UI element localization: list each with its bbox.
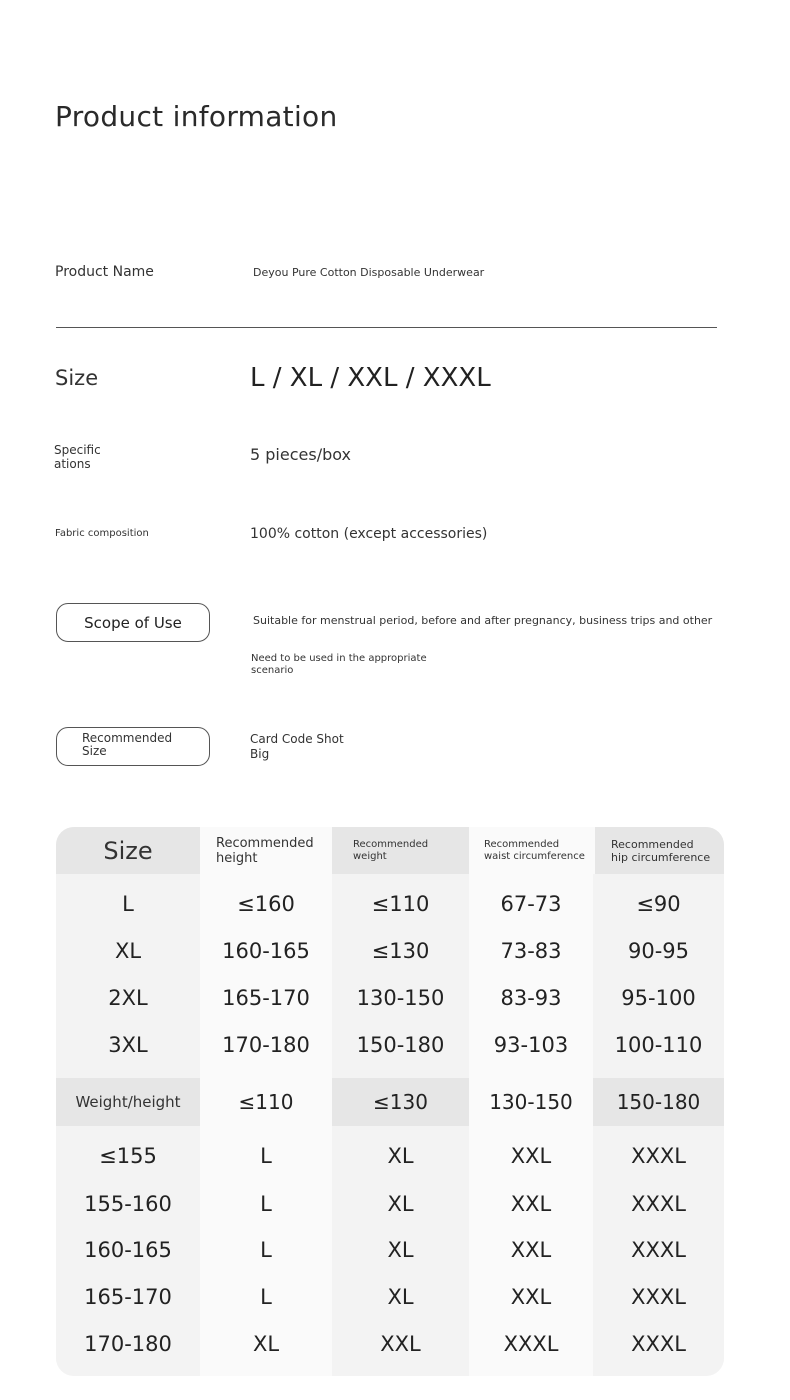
specifications-label (54, 443, 101, 471)
header-line: Recommended (484, 838, 560, 850)
size-row-cell: ≤130 (371, 939, 430, 963)
weight-header-cell: 130-150 (469, 1078, 593, 1126)
fabric-label: Fabric composition (55, 528, 149, 539)
specifications-value: 5 pieces/box (250, 445, 351, 464)
size-row-label: L (122, 892, 134, 916)
header-line: waist circumference (484, 850, 585, 862)
product-name-label: Product Name (55, 264, 154, 280)
header-line: Recommended (216, 835, 314, 851)
header-size: Size (56, 827, 200, 874)
weight-height-row-cell: L (260, 1144, 272, 1168)
size-row-cell: ≤110 (371, 892, 430, 916)
page-title: Product information (55, 100, 338, 133)
size-row-cell: 73-83 (500, 939, 562, 963)
recommended-label-line1: Recommended (82, 731, 173, 745)
size-value: L / XL / XXL / XXXL (250, 363, 491, 393)
section-divider (56, 327, 717, 328)
weight-height-row-cell: L (260, 1285, 272, 1309)
size-row-cell: 93-103 (493, 1033, 569, 1057)
weight-height-row-label: ≤155 (99, 1144, 157, 1168)
size-row-cell: ≤160 (237, 892, 295, 916)
size-row-cell: 165-170 (222, 986, 310, 1010)
recommended-size-pill (56, 727, 210, 766)
weight-height-label: Weight/height (56, 1078, 200, 1126)
header-line: Recommended (353, 838, 429, 850)
scope-note-line2: scenario (251, 665, 294, 676)
size-row-cell: ≤90 (636, 892, 681, 916)
scope-value: Suitable for menstrual period, before and after pregnancy, business trips and other (253, 614, 713, 627)
fabric-value: 100% cotton (except accessories) (250, 526, 488, 542)
weight-height-header (56, 1078, 724, 1126)
header-line: weight (353, 850, 387, 862)
weight-height-row-cell: XXXL (631, 1144, 686, 1168)
scope-pill (56, 603, 210, 642)
weight-height-row-label: 155-160 (84, 1192, 172, 1216)
weight-height-row-cell: XXXL (631, 1192, 686, 1216)
weight-height-row-label: 170-180 (84, 1332, 172, 1356)
size-row-cell: 170-180 (222, 1033, 310, 1057)
recommended-label-line2: Size (82, 744, 107, 758)
size-label: Size (55, 366, 99, 390)
size-table-header (56, 827, 724, 874)
size-row-cell: 100-110 (614, 1033, 703, 1057)
size-row-cell: 130-150 (356, 986, 445, 1010)
specifications-label-line2: ations (54, 457, 91, 471)
specifications-label-line1: Specific (54, 443, 101, 457)
header-line: height (216, 850, 258, 866)
recommended-value-line2: Big (250, 747, 270, 761)
size-row-cell: 95-100 (621, 986, 696, 1010)
weight-header-cell: 150-180 (593, 1078, 724, 1126)
weight-height-row-cell: XXL (380, 1332, 421, 1356)
header-waist (469, 827, 595, 874)
size-chart-table (56, 827, 724, 1376)
weight-height-row-cell: XXL (510, 1285, 552, 1309)
recommended-value (250, 732, 344, 762)
weight-height-row-cell: XXL (510, 1192, 552, 1216)
size-row-cell: 67-73 (500, 892, 562, 916)
size-row-cell: 90-95 (627, 939, 690, 963)
weight-header-cell: ≤110 (200, 1078, 332, 1126)
recommended-value-line1: Card Code Shot (250, 732, 344, 746)
header-hip (595, 827, 724, 874)
scope-note (251, 653, 427, 677)
product-name-value: Deyou Pure Cotton Disposable Underwear (253, 266, 485, 279)
header-line: hip circumference (611, 850, 711, 864)
weight-height-row-cell: XXXL (631, 1285, 686, 1309)
scope-note-line1: Need to be used in the appropriate (251, 653, 427, 664)
size-row-label: 3XL (108, 1033, 148, 1057)
size-row-cell: 160-165 (222, 939, 310, 963)
scope-label: Scope of Use (84, 613, 182, 632)
header-height (200, 827, 332, 874)
size-row-label: 2XL (108, 986, 148, 1010)
weight-height-row-cell: XL (252, 1332, 280, 1356)
weight-height-row-cell: XXXL (631, 1238, 686, 1262)
size-row-cell: 83-93 (500, 986, 562, 1010)
weight-height-row-label: 165-170 (84, 1285, 172, 1309)
size-row-cell: 150-180 (356, 1033, 445, 1057)
weight-height-row-cell: XXL (510, 1238, 552, 1262)
header-line: Recommended (611, 837, 694, 851)
weight-height-row-cell: XXL (510, 1144, 552, 1168)
weight-header-cell: ≤130 (332, 1078, 469, 1126)
size-row-label: XL (114, 939, 142, 963)
weight-height-row-cell: XXXL (503, 1332, 559, 1356)
weight-height-row-cell: XL (387, 1144, 414, 1168)
weight-height-row-cell: XL (387, 1285, 414, 1309)
weight-height-row-cell: XXXL (631, 1332, 686, 1356)
weight-height-row-cell: XL (387, 1238, 414, 1262)
weight-height-row-label: 160-165 (84, 1238, 172, 1262)
weight-height-row-cell: XL (387, 1192, 414, 1216)
header-weight (332, 827, 469, 874)
weight-height-row-cell: L (260, 1238, 272, 1262)
weight-height-row-cell: L (260, 1192, 272, 1216)
